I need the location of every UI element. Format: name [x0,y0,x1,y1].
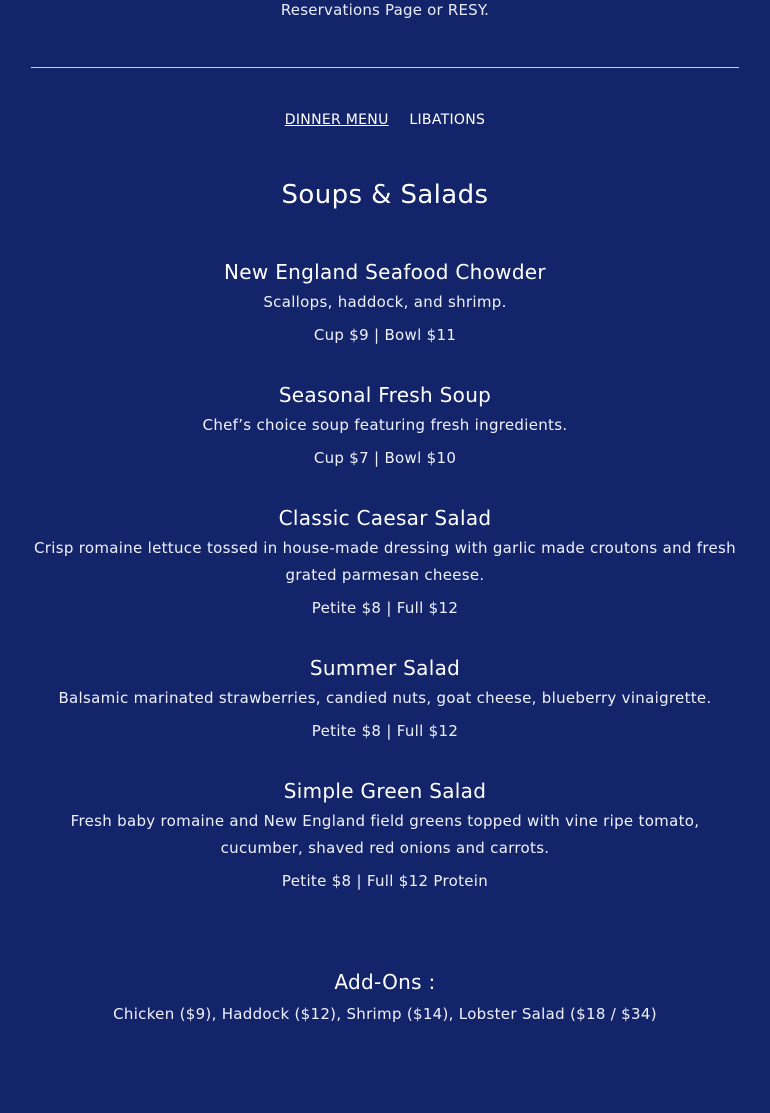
menu-item [30,654,740,744]
tab-libations[interactable]: LIBATIONS [409,112,486,128]
menu-item [30,258,740,348]
item-name: Summer Salad [309,656,461,680]
addons-list: Chicken ($9), Haddock ($12), Shrimp ($14), Lobster Salad ($18 / $34) [113,1005,657,1023]
addons-section [0,968,770,1026]
item-description: Fresh baby romaine and New England field greens topped with vine ripe tomato, cucumber, shaved red onions and carrots. [70,812,700,857]
item-description: Scallops, haddock, and shrimp. [263,293,507,311]
addons-title: Add-Ons : [334,970,436,994]
item-name: New England Seafood Chowder [224,260,546,284]
item-description: Balsamic marinated strawberries, candied nuts, goat cheese, blueberry vinaigrette. [58,689,712,707]
menu-list [30,258,740,927]
tab-dinner-menu[interactable]: DINNER MENU [284,112,389,128]
item-description: Crisp romaine lettuce tossed in house-made dressing with garlic made croutons and fresh grated parmesan cheese. [34,539,736,584]
item-price: Petite $8 | Full $12 [311,722,459,740]
item-price: Cup $9 | Bowl $11 [313,326,457,344]
item-name: Seasonal Fresh Soup [278,383,492,407]
section-title: Soups & Salads [281,180,489,210]
menu-item [30,381,740,471]
menu-tabs [0,110,770,130]
item-price: Petite $8 | Full $12 [311,599,459,617]
item-description: Chef’s choice soup featuring fresh ingredients. [202,416,568,434]
menu-item [30,777,740,894]
item-name: Classic Caesar Salad [278,506,492,530]
item-price: Petite $8 | Full $12 Protein [281,872,489,890]
menu-item [30,504,740,621]
item-name: Simple Green Salad [283,779,487,803]
divider [31,67,739,68]
item-price: Cup $7 | Bowl $10 [313,449,457,467]
reservation-note: Reservations Page or RESY. [280,1,490,19]
